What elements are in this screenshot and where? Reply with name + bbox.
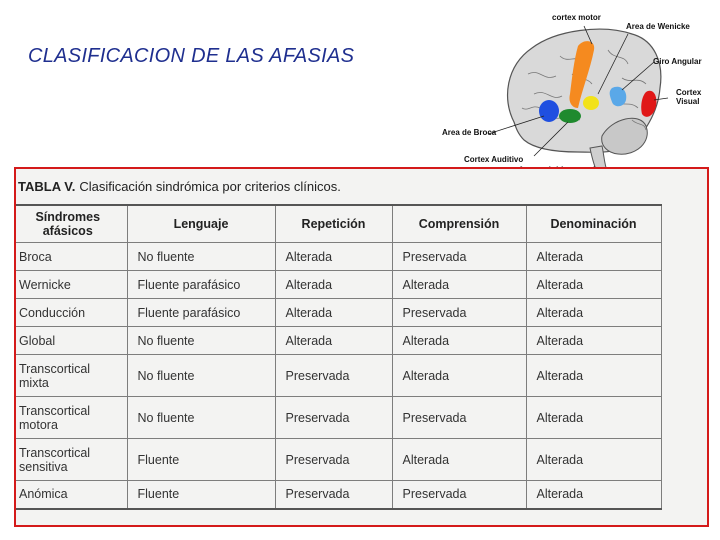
cell-comprension: Preservada: [392, 243, 526, 271]
wernicke-area: [583, 96, 599, 110]
cell-syndrome: Global: [16, 327, 127, 355]
cell-repeticion: Preservada: [275, 481, 392, 509]
header-repeticion: Repetición: [275, 205, 392, 243]
cell-repeticion: Preservada: [275, 439, 392, 481]
cell-lenguaje: No fluente: [127, 327, 275, 355]
table-caption-label: TABLA V.: [18, 179, 76, 194]
cell-repeticion: Alterada: [275, 327, 392, 355]
cell-lenguaje: Fluente: [127, 481, 275, 509]
cell-comprension: Alterada: [392, 327, 526, 355]
header-sindromes: Síndromes afásicos: [16, 205, 127, 243]
table-row: [16, 355, 661, 397]
cell-syndrome: Transcortical motora: [16, 397, 127, 439]
cell-denominacion: Alterada: [526, 481, 661, 509]
table-row: [16, 439, 661, 481]
cell-repeticion: Alterada: [275, 299, 392, 327]
cell-repeticion: Preservada: [275, 355, 392, 397]
table-row: [16, 243, 661, 271]
cell-lenguaje: No fluente: [127, 243, 275, 271]
header-denominacion: Denominación: [526, 205, 661, 243]
cell-syndrome: Broca: [16, 243, 127, 271]
cell-lenguaje: Fluente parafásico: [127, 271, 275, 299]
label-cortex-auditivo: Cortex Auditivo: [464, 155, 524, 164]
cell-denominacion: Alterada: [526, 271, 661, 299]
cell-repeticion: Preservada: [275, 397, 392, 439]
cell-repeticion: Alterada: [275, 271, 392, 299]
table-row: [16, 397, 661, 439]
cell-comprension: Preservada: [392, 397, 526, 439]
auditory-cortex-area: [559, 109, 581, 123]
table-caption-text: Clasificación sindrómica por criterios clínicos.: [79, 179, 341, 194]
cell-denominacion: Alterada: [526, 299, 661, 327]
cell-syndrome: Conducción: [16, 299, 127, 327]
label-cortex-visual: Cortex Visual: [676, 88, 702, 106]
label-area-broca: Area de Broca: [442, 128, 497, 137]
cell-comprension: Alterada: [392, 439, 526, 481]
header-comprension: Comprensión: [392, 205, 526, 243]
cell-denominacion: Alterada: [526, 355, 661, 397]
cell-lenguaje: No fluente: [127, 355, 275, 397]
cell-repeticion: Alterada: [275, 243, 392, 271]
cell-comprension: Alterada: [392, 355, 526, 397]
cell-syndrome: Anómica: [16, 481, 127, 509]
table-row: [16, 299, 661, 327]
slide-title: CLASIFICACION DE LAS AFASIAS: [28, 45, 355, 67]
cell-syndrome: Transcortical sensitiva: [16, 439, 127, 481]
cell-comprension: Alterada: [392, 271, 526, 299]
cell-comprension: Preservada: [392, 299, 526, 327]
cell-denominacion: Alterada: [526, 397, 661, 439]
cell-syndrome: Wernicke: [16, 271, 127, 299]
label-area-wernicke: Area de Wenicke: [626, 22, 690, 31]
broca-area: [539, 100, 559, 122]
table-row: [16, 327, 661, 355]
table-header-row: [16, 205, 661, 243]
header-lenguaje: Lenguaje: [127, 205, 275, 243]
label-giro-angular: Giro Angular: [653, 57, 702, 66]
cell-denominacion: Alterada: [526, 439, 661, 481]
cell-comprension: Preservada: [392, 481, 526, 509]
cell-lenguaje: Fluente: [127, 439, 275, 481]
aphasia-classification-table: [16, 204, 662, 510]
cell-lenguaje: Fluente parafásico: [127, 299, 275, 327]
cell-denominacion: Alterada: [526, 243, 661, 271]
aphasia-table-frame: [14, 167, 709, 527]
cell-lenguaje: No fluente: [127, 397, 275, 439]
table-row: [16, 481, 661, 509]
table-caption: [18, 179, 341, 194]
cell-denominacion: Alterada: [526, 327, 661, 355]
table-row: [16, 271, 661, 299]
label-cortex-motor: cortex motor: [552, 13, 601, 22]
cell-syndrome: Transcortical mixta: [16, 355, 127, 397]
brain-language-areas-figure: [432, 4, 720, 182]
